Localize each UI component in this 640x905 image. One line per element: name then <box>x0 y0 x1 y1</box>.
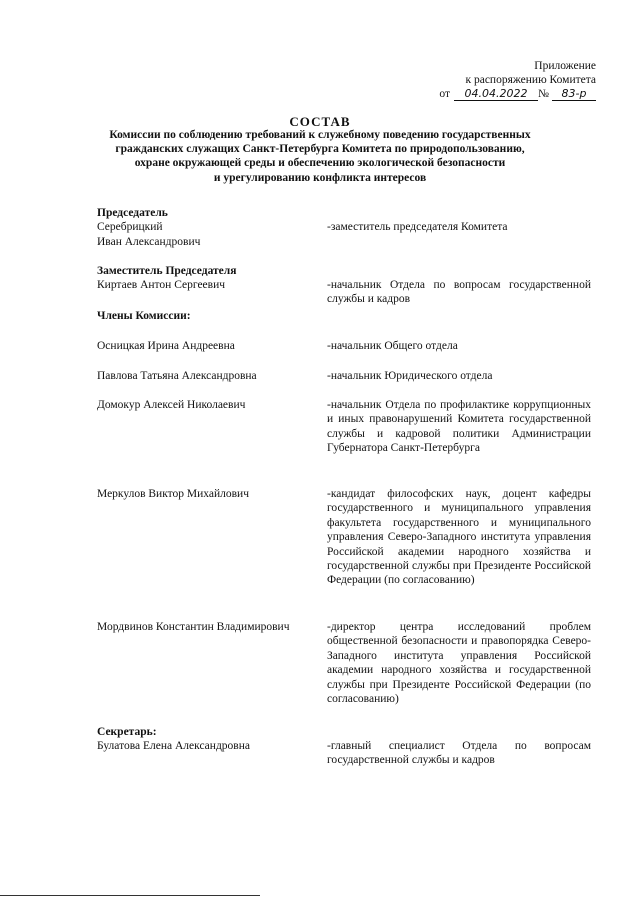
date-prefix: от <box>439 88 451 100</box>
member-1-duty: -начальник Общего отдела <box>327 340 458 352</box>
secretary-duty: -главный специалист Отдела по вопросам государственной службы и кадров <box>327 740 591 767</box>
deputy-name: Киртаев Антон Сергеевич <box>97 279 226 291</box>
member-3-duty: -начальник Отдела по профилактике коррупционных и иных правонарушений Комитета государственной службы и кадровой политики Администрации Губернатора Санкт-Петербурга <box>327 399 591 455</box>
members-heading: Члены Комиссии: <box>97 310 191 322</box>
member-2-name: Павлова Татьяна Александровна <box>97 370 257 382</box>
secretary-role: Секретарь: <box>97 726 157 738</box>
member-2-duty: -начальник Юридического отдела <box>327 370 493 382</box>
chair-given-name: Иван Александрович <box>97 236 201 248</box>
member-5-duty: -директор центра исследований проблем общественной безопасности и правопорядка Северо-Западного института управления Российской академии народного хозяйства и государственной службы при Президенте Российской Федерации (по согласованию) <box>327 621 591 706</box>
member-3-name: Домокур Алексей Николаевич <box>97 399 246 411</box>
secretary-name: Булатова Елена Александровна <box>97 740 250 752</box>
chair-role: Председатель <box>97 207 168 219</box>
order-number: 83-р <box>552 88 596 101</box>
chair-duty: -заместитель председателя Комитета <box>327 221 508 233</box>
deputy-duty: -начальник Отдела по вопросам государственной службы и кадров <box>327 279 591 306</box>
chair-surname: Серебрицкий <box>97 221 163 233</box>
title-line-1: Комиссии по соблюдению требований к служебному поведению государственных <box>109 129 531 141</box>
member-1-name: Осницкая Ирина Андреевна <box>97 340 235 352</box>
bottom-divider <box>0 895 260 896</box>
order-date: 04.04.2022 <box>454 88 538 101</box>
title-line-2: гражданских служащих Санкт-Петербурга Комитета по природопользованию, <box>115 143 525 155</box>
order-date-number-line <box>439 87 596 101</box>
member-4-name: Меркулов Виктор Михайлович <box>97 488 249 500</box>
title-line-4: и урегулированию конфликта интересов <box>213 172 427 184</box>
title-line-3: охране окружающей среды и обеспечению экологической безопасности <box>134 157 506 169</box>
member-5-name: Мордвинов Константин Владимирович <box>97 621 290 633</box>
appendix-reference: к распоряжению Комитета <box>465 74 596 86</box>
deputy-role: Заместитель Председателя <box>97 265 237 277</box>
appendix-label: Приложение <box>534 60 596 72</box>
number-prefix: № <box>538 88 549 100</box>
document-title: СОСТАВ <box>289 114 351 129</box>
member-4-duty: -кандидат философских наук, доцент кафедры государственного и муниципального управления факультета государственного и муниципального управления Северо-Западного института управления Российской академии народного хозяйства и государственной службы при Президенте Российской Федерации (по согласованию) <box>327 488 591 587</box>
